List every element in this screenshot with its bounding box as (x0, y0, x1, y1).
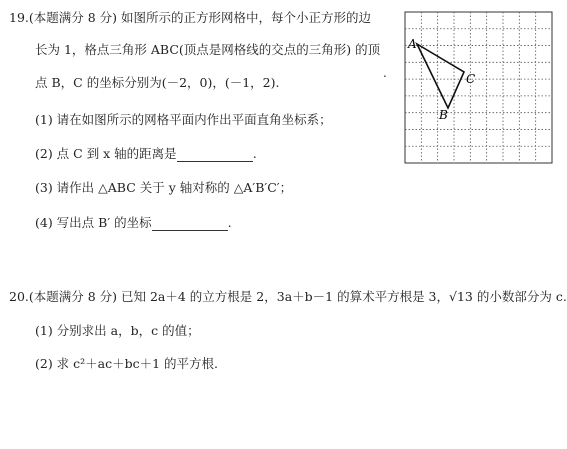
q19-line-1: 19.(本题满分 8 分) 如图所示的正方形网格中，每个小正方形的边 (9, 10, 372, 25)
grid-border (405, 12, 552, 163)
grid-figure (403, 10, 554, 165)
label-a: A (408, 37, 417, 51)
q19-part-2 (35, 146, 257, 162)
q19-part-1: (1) 请在如图所示的网格平面内作出平面直角坐标系； (35, 112, 332, 127)
label-b: B (439, 108, 448, 122)
q20-line-1: 20.(本题满分 8 分) 已知 2a＋4 的立方根是 2，3a＋b－1 的算术平方根是 3，√13 的小数部分为 c. (9, 289, 567, 304)
grid-svg (403, 10, 554, 165)
q20-part-1: (1) 分别求出 a，b，c 的值； (35, 323, 200, 338)
label-c: C (466, 72, 476, 86)
q19-part-4-text: (4) 写出点 B′ 的坐标 (35, 215, 152, 230)
q19-part-2-end: . (252, 146, 257, 161)
q19-line-3: 点 B，C 的坐标分别为(－2，0)，(－1，2). (35, 75, 280, 90)
q19-line-2: 长为 1，格点三角形 ABC(顶点是网格线的交点的三角形) 的顶 (35, 42, 381, 57)
q19-part-4-end: . (227, 215, 232, 230)
q19-part-4 (35, 215, 232, 231)
q19-part-3: (3) 请作出 △ABC 关于 y 轴对称的 △A′B′C′； (35, 180, 293, 195)
q20-part-2: (2) 求 c²＋ac＋bc＋1 的平方根. (35, 356, 219, 371)
answer-blank[interactable] (152, 218, 228, 231)
answer-blank[interactable] (177, 149, 253, 162)
stray-mark: . (383, 66, 387, 80)
q19-part-2-text: (2) 点 C 到 x 轴的距离是 (35, 146, 177, 161)
